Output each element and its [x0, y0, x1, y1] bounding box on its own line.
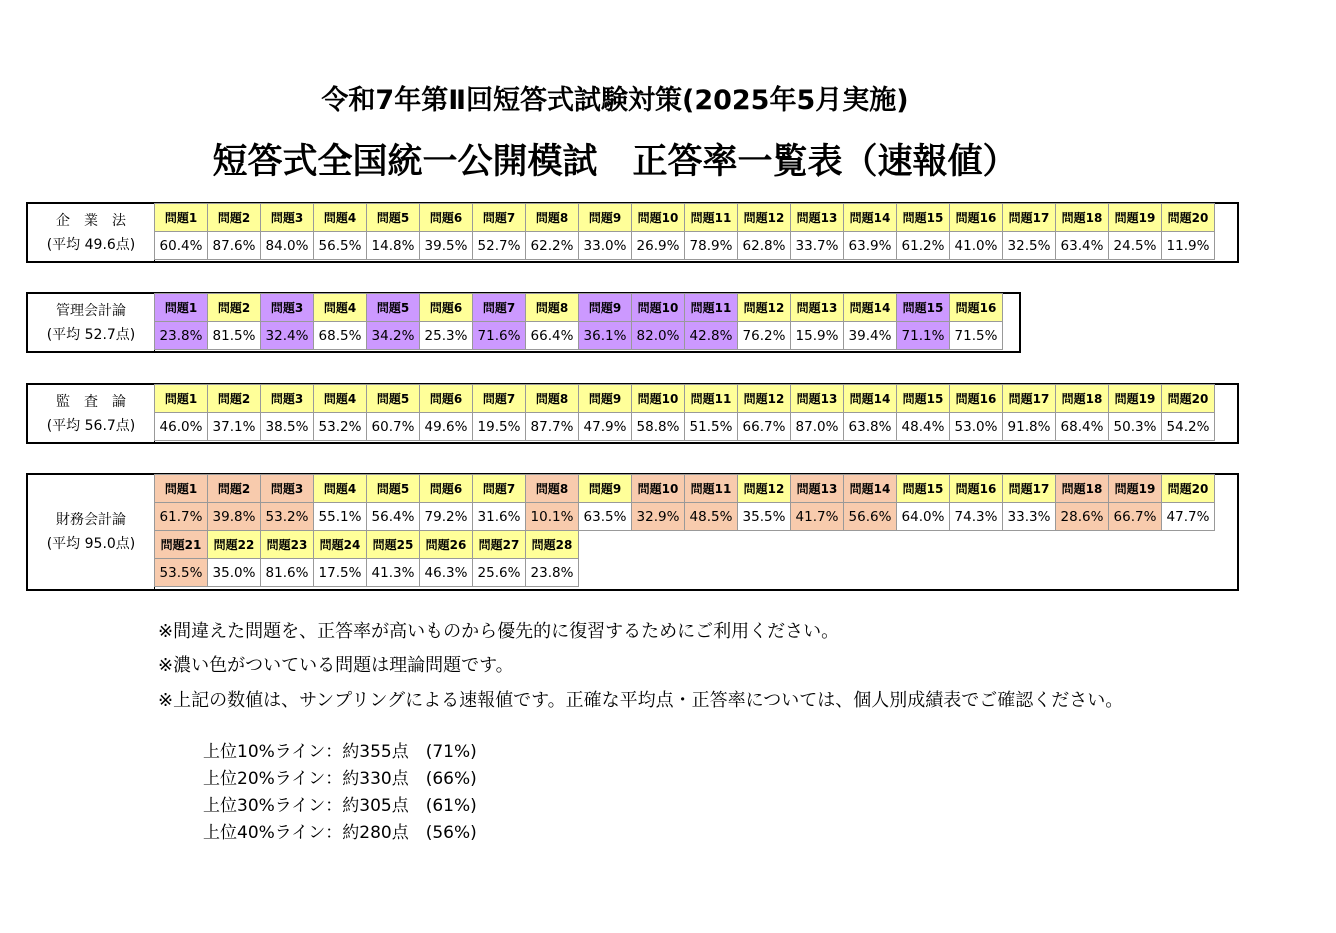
question-header: 問題19 [1109, 204, 1162, 232]
subject-block [26, 292, 1021, 353]
question-header: 問題17 [1003, 475, 1056, 503]
correct-rate-cell: 35.5% [738, 503, 791, 531]
correct-rate-cell: 39.5% [420, 232, 473, 260]
correct-rate-cell: 31.6% [473, 503, 526, 531]
correct-rate-cell: 63.9% [844, 232, 897, 260]
question-header: 問題18 [1056, 475, 1109, 503]
rate-table [154, 203, 1215, 260]
question-header: 問題28 [526, 531, 579, 559]
question-header: 問題7 [473, 385, 526, 413]
subject-block [26, 473, 1239, 591]
correct-rate-cell: 24.5% [1109, 232, 1162, 260]
question-header: 問題11 [685, 475, 738, 503]
question-header: 問題7 [473, 475, 526, 503]
question-header: 問題16 [950, 204, 1003, 232]
rate-table [154, 384, 1215, 441]
question-header: 問題16 [950, 475, 1003, 503]
question-header: 問題7 [473, 204, 526, 232]
subject-label [28, 385, 155, 442]
correct-rate-cell: 60.7% [367, 413, 420, 441]
question-header: 問題12 [738, 204, 791, 232]
question-header: 問題8 [526, 475, 579, 503]
note-1: ※間違えた問題を、正答率が高いものから優先的に復習するためにご利用ください。 [158, 621, 840, 642]
correct-rate-cell: 64.0% [897, 503, 950, 531]
correct-rate-cell: 33.0% [579, 232, 632, 260]
question-header: 問題20 [1162, 204, 1215, 232]
correct-rate-cell: 35.0% [208, 559, 261, 587]
correct-rate-cell: 91.8% [1003, 413, 1056, 441]
correct-rate-cell: 41.0% [950, 232, 1003, 260]
question-header: 問題16 [950, 385, 1003, 413]
correct-rate-cell: 26.9% [632, 232, 685, 260]
question-header: 問題18 [1056, 204, 1109, 232]
question-header: 問題10 [632, 385, 685, 413]
correct-rate-cell: 32.5% [1003, 232, 1056, 260]
question-header: 問題17 [1003, 204, 1056, 232]
question-header: 問題8 [526, 204, 579, 232]
rate-table [154, 474, 1215, 587]
question-header: 問題5 [367, 385, 420, 413]
question-header: 問題13 [791, 385, 844, 413]
question-header: 問題27 [473, 531, 526, 559]
rank-line-20: 上位20%ライン：約330点 (66%) [203, 769, 477, 789]
question-header: 問題6 [420, 294, 473, 322]
correct-rate-cell: 66.7% [738, 413, 791, 441]
correct-rate-cell: 19.5% [473, 413, 526, 441]
note-3: ※上記の数値は、サンプリングによる速報値です。正確な平均点・正答率については、個人別成績表でご確認ください。 [158, 690, 1124, 711]
question-header: 問題3 [261, 294, 314, 322]
question-header: 問題5 [367, 294, 420, 322]
correct-rate-cell: 62.2% [526, 232, 579, 260]
rank-line-10: 上位10%ライン：約355点 (71%) [203, 742, 477, 762]
page-title-line2: 短答式全国統一公開模試 正答率一覧表（速報値） [212, 142, 1018, 182]
question-header: 問題14 [844, 385, 897, 413]
rank-line-30: 上位30%ライン：約305点 (61%) [203, 796, 477, 816]
question-header: 問題20 [1162, 475, 1215, 503]
question-header: 問題1 [155, 385, 208, 413]
question-header: 問題4 [314, 204, 367, 232]
subject-block [26, 202, 1239, 263]
subject-average: (平均 49.6点) [46, 236, 136, 253]
question-header: 問題13 [791, 294, 844, 322]
correct-rate-cell: 82.0% [632, 322, 685, 350]
correct-rate-cell: 63.4% [1056, 232, 1109, 260]
question-header: 問題2 [208, 385, 261, 413]
correct-rate-cell: 39.4% [844, 322, 897, 350]
correct-rate-cell: 41.3% [367, 559, 420, 587]
question-header: 問題13 [791, 475, 844, 503]
subject-name: 管理会計論 [56, 302, 126, 319]
correct-rate-cell: 81.5% [208, 322, 261, 350]
correct-rate-cell: 87.7% [526, 413, 579, 441]
correct-rate-cell: 63.8% [844, 413, 897, 441]
question-header: 問題4 [314, 385, 367, 413]
question-header: 問題14 [844, 204, 897, 232]
question-header: 問題17 [1003, 385, 1056, 413]
question-header: 問題14 [844, 294, 897, 322]
correct-rate-cell: 55.1% [314, 503, 367, 531]
correct-rate-cell: 53.0% [950, 413, 1003, 441]
correct-rate-cell: 87.0% [791, 413, 844, 441]
correct-rate-cell: 56.4% [367, 503, 420, 531]
question-header: 問題4 [314, 475, 367, 503]
note-2: ※濃い色がついている問題は理論問題です。 [158, 655, 514, 676]
question-header: 問題22 [208, 531, 261, 559]
correct-rate-cell: 71.6% [473, 322, 526, 350]
subject-label [28, 294, 155, 351]
question-header: 問題24 [314, 531, 367, 559]
question-header: 問題1 [155, 204, 208, 232]
correct-rate-cell: 78.9% [685, 232, 738, 260]
subject-name: 企 業 法 [56, 212, 126, 229]
correct-rate-cell: 68.5% [314, 322, 367, 350]
question-header: 問題8 [526, 385, 579, 413]
question-header: 問題15 [897, 294, 950, 322]
subject-label [28, 475, 155, 589]
correct-rate-cell: 61.7% [155, 503, 208, 531]
question-header: 問題23 [261, 531, 314, 559]
question-header: 問題2 [208, 294, 261, 322]
question-header: 問題1 [155, 475, 208, 503]
question-header: 問題6 [420, 475, 473, 503]
question-header: 問題19 [1109, 475, 1162, 503]
subject-average: (平均 95.0点) [46, 536, 136, 552]
question-header: 問題3 [261, 204, 314, 232]
subject-average: (平均 56.7点) [46, 417, 136, 434]
question-header: 問題19 [1109, 385, 1162, 413]
question-header: 問題21 [155, 531, 208, 559]
question-header: 問題18 [1056, 385, 1109, 413]
correct-rate-cell: 49.6% [420, 413, 473, 441]
correct-rate-cell: 48.4% [897, 413, 950, 441]
subject-name: 監 査 論 [56, 393, 126, 410]
question-header: 問題6 [420, 385, 473, 413]
rank-line-40: 上位40%ライン：約280点 (56%) [203, 823, 477, 843]
correct-rate-cell: 56.5% [314, 232, 367, 260]
correct-rate-cell: 66.4% [526, 322, 579, 350]
question-header: 問題6 [420, 204, 473, 232]
correct-rate-cell: 52.7% [473, 232, 526, 260]
correct-rate-cell: 46.0% [155, 413, 208, 441]
correct-rate-cell: 25.6% [473, 559, 526, 587]
correct-rate-cell: 53.2% [261, 503, 314, 531]
question-header: 問題13 [791, 204, 844, 232]
correct-rate-cell: 84.0% [261, 232, 314, 260]
question-header: 問題15 [897, 204, 950, 232]
correct-rate-cell: 76.2% [738, 322, 791, 350]
question-header: 問題12 [738, 475, 791, 503]
correct-rate-cell: 41.7% [791, 503, 844, 531]
question-header: 問題11 [685, 294, 738, 322]
correct-rate-cell: 71.1% [897, 322, 950, 350]
correct-rate-cell: 28.6% [1056, 503, 1109, 531]
correct-rate-cell: 23.8% [526, 559, 579, 587]
question-header: 問題9 [579, 385, 632, 413]
question-header: 問題10 [632, 475, 685, 503]
question-header: 問題14 [844, 475, 897, 503]
question-header: 問題1 [155, 294, 208, 322]
question-header: 問題15 [897, 385, 950, 413]
question-header: 問題5 [367, 204, 420, 232]
correct-rate-cell: 11.9% [1162, 232, 1215, 260]
correct-rate-cell: 53.5% [155, 559, 208, 587]
question-header: 問題9 [579, 475, 632, 503]
correct-rate-cell: 66.7% [1109, 503, 1162, 531]
correct-rate-cell: 50.3% [1109, 413, 1162, 441]
correct-rate-cell: 32.4% [261, 322, 314, 350]
question-header: 問題10 [632, 204, 685, 232]
correct-rate-cell: 38.5% [261, 413, 314, 441]
question-header: 問題12 [738, 294, 791, 322]
question-header: 問題5 [367, 475, 420, 503]
question-header: 問題26 [420, 531, 473, 559]
correct-rate-cell: 79.2% [420, 503, 473, 531]
rate-table [154, 293, 1003, 350]
question-header: 問題9 [579, 204, 632, 232]
correct-rate-cell: 36.1% [579, 322, 632, 350]
correct-rate-cell: 68.4% [1056, 413, 1109, 441]
correct-rate-cell: 56.6% [844, 503, 897, 531]
correct-rate-cell: 81.6% [261, 559, 314, 587]
page-title-line1: 令和7年第Ⅱ回短答式試験対策(2025年5月実施) [321, 85, 909, 116]
question-header: 問題4 [314, 294, 367, 322]
correct-rate-cell: 48.5% [685, 503, 738, 531]
correct-rate-cell: 47.9% [579, 413, 632, 441]
question-header: 問題16 [950, 294, 1003, 322]
question-header: 問題11 [685, 385, 738, 413]
correct-rate-cell: 23.8% [155, 322, 208, 350]
correct-rate-cell: 14.8% [367, 232, 420, 260]
correct-rate-cell: 37.1% [208, 413, 261, 441]
question-header: 問題3 [261, 475, 314, 503]
subject-name: 財務会計論 [56, 512, 126, 528]
correct-rate-cell: 42.8% [685, 322, 738, 350]
correct-rate-cell: 53.2% [314, 413, 367, 441]
correct-rate-cell: 71.5% [950, 322, 1003, 350]
question-header: 問題9 [579, 294, 632, 322]
question-header: 問題7 [473, 294, 526, 322]
correct-rate-cell: 34.2% [367, 322, 420, 350]
correct-rate-cell: 33.7% [791, 232, 844, 260]
correct-rate-cell: 58.8% [632, 413, 685, 441]
correct-rate-cell: 10.1% [526, 503, 579, 531]
subject-block [26, 383, 1239, 444]
question-header: 問題2 [208, 204, 261, 232]
correct-rate-cell: 60.4% [155, 232, 208, 260]
correct-rate-cell: 61.2% [897, 232, 950, 260]
subject-label [28, 204, 155, 261]
question-header: 問題20 [1162, 385, 1215, 413]
correct-rate-cell: 54.2% [1162, 413, 1215, 441]
correct-rate-cell: 25.3% [420, 322, 473, 350]
correct-rate-cell: 17.5% [314, 559, 367, 587]
question-header: 問題25 [367, 531, 420, 559]
correct-rate-cell: 87.6% [208, 232, 261, 260]
question-header: 問題3 [261, 385, 314, 413]
question-header: 問題11 [685, 204, 738, 232]
subject-average: (平均 52.7点) [46, 326, 136, 343]
correct-rate-cell: 51.5% [685, 413, 738, 441]
correct-rate-cell: 15.9% [791, 322, 844, 350]
correct-rate-cell: 46.3% [420, 559, 473, 587]
question-header: 問題8 [526, 294, 579, 322]
question-header: 問題12 [738, 385, 791, 413]
correct-rate-cell: 33.3% [1003, 503, 1056, 531]
question-header: 問題2 [208, 475, 261, 503]
question-header: 問題10 [632, 294, 685, 322]
correct-rate-cell: 32.9% [632, 503, 685, 531]
question-header: 問題15 [897, 475, 950, 503]
correct-rate-cell: 63.5% [579, 503, 632, 531]
correct-rate-cell: 39.8% [208, 503, 261, 531]
correct-rate-cell: 62.8% [738, 232, 791, 260]
correct-rate-cell: 74.3% [950, 503, 1003, 531]
correct-rate-cell: 47.7% [1162, 503, 1215, 531]
